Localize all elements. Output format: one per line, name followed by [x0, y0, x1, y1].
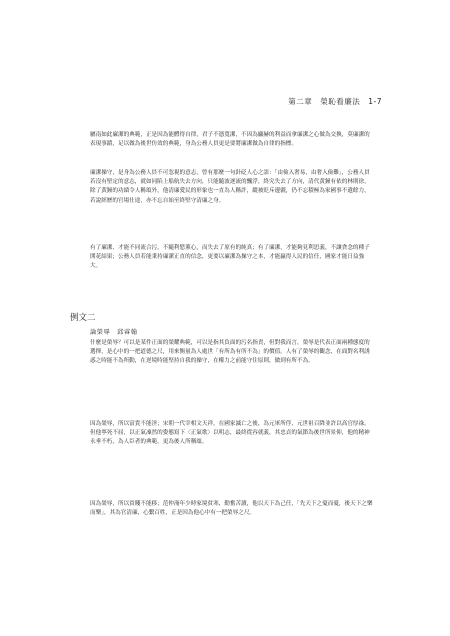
- essay-paragraph-3: 因為榮辱，所以貧賤不能移；范仲淹年少時家境貧寒，勤奮苦讀，他以天下為己任，「先天下之憂而憂，後天下之樂而樂」，其為官清廉，心繫百姓，正是因為他心中有一把榮辱之尺。: [90, 501, 373, 517]
- paragraph-1: 屬南如此廉潔的典範，正是因為能體得自律，君子不憑寬潔，不因為顯赫的利益而拿廉潔之心做為交換，莫廉潔的表現事蹟，足以做為後世仿效的典範，身為公務人員更是要將廉潔做為自律的指標。: [90, 132, 370, 148]
- essay-paragraph-2: 因為榮辱，所以富貴不能淫；宋朝一代宰相文天祥，在國家滅亡之後，為元軍所俘，元世祖召降並許以高官厚祿，但他寧死不屈，以正氣凜然的姿態寫下〈正氣歌〉以明志，最終從容就義，其忠貞的氣節為後世所景仰，他的精神永垂不朽，為人臣者的典範，更為後人所稱頌。: [90, 421, 370, 446]
- paragraph-2: 廉潔操守，是身為公務人員不可忽視的意志，曾有那麼一句針砭人心之語：「由儉入奢易，由奢入儉難」，公務人員若沒有堅定的意志，就如同陷上船航失去方向，只能隨波逐流的飄浮，終究失去了方向，清代黃鐘有依的林則徐，除了黃鐘的功績令人稱頌外，他清廉愛民的形象也一直為人稱許，縱被貶斥邊疆，仍不忘積極為家國事不遺餘力，若說經歷的官場仕途，亦不忘自始至終堅守清廉之身。: [90, 170, 370, 204]
- section-title: 例文二: [70, 313, 96, 323]
- running-head: 第二章 榮恥看廉法 1-7: [288, 97, 382, 106]
- essay-byline: 論榮辱 邱睿翰: [90, 329, 138, 336]
- paragraph-3: 有了廉潔，才能不同流合污，不隨利慾薰心，而失去了原有的純真；有了廉潔，才能夠見利思義，不讓貪念的種子開花結果；公務人員若能秉持廉潔正直的信念，更要以廉潔為操守之本，才能贏得人民的信任，國家才能日益強大。: [90, 245, 370, 270]
- essay-paragraph-1: 什麼是榮辱？可以是某件正面的榮耀典範，可以是指其負面的污名指責，但對我而言，榮辱是代表正面兩種態度的選擇，是心中的一把道德之尺，用來衡量為人處世「有所為有所不為」的價值。人有了榮辱的觀念，在面對名利誘惑之時能不為所動，在逆境時能堅持自我的操守，在權力之前能守住原則，做到有所不為。: [90, 340, 370, 365]
